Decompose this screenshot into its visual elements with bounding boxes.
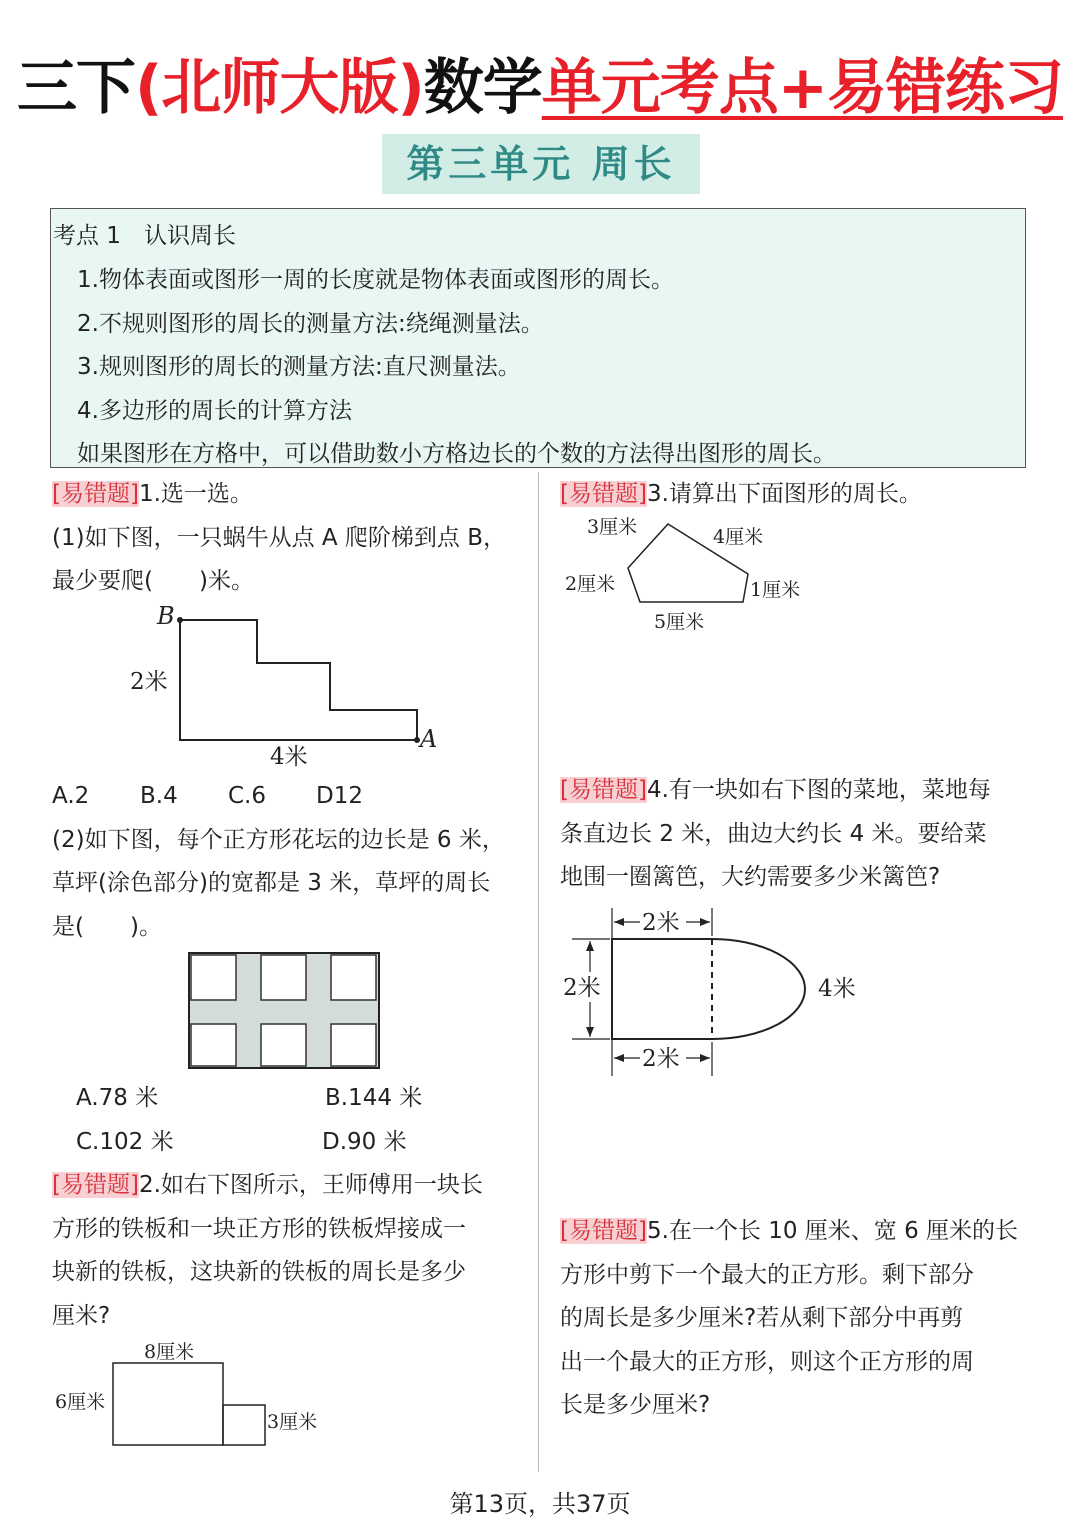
title-subject: 数学 bbox=[423, 53, 542, 123]
q1-part2-line2: 草坪(涂色部分)的宽都是 3 米，草坪的周长 bbox=[52, 870, 491, 896]
arrow-head bbox=[700, 1054, 710, 1062]
unit-badge: 第三单元 周长 bbox=[382, 134, 700, 194]
knowledge-line: 4.多边形的周长的计算方法 bbox=[77, 398, 352, 424]
knowledge-box bbox=[50, 208, 1026, 468]
q1-p2-option-c: C.102 米 bbox=[76, 1129, 174, 1155]
arrow-head bbox=[614, 1054, 624, 1062]
title-grade: 三下 bbox=[16, 53, 135, 123]
flowerbed bbox=[331, 955, 376, 1000]
label-8cm: 8厘米 bbox=[144, 1341, 195, 1363]
q4-line1-text: 4.有一块如右下图的菜地，菜地每 bbox=[646, 777, 991, 803]
label-2cm: 2厘米 bbox=[565, 573, 616, 595]
q1-part2-line1: (2)如下图，每个正方形花坛的边长是 6 米， bbox=[52, 827, 505, 853]
flowerbed bbox=[191, 955, 236, 1000]
label-b: B bbox=[157, 602, 175, 630]
q2-line2: 方形的铁板和一块正方形的铁板焊接成一 bbox=[52, 1216, 466, 1242]
label-6cm: 6厘米 bbox=[55, 1391, 106, 1413]
q3-title bbox=[560, 478, 922, 510]
error-tag: [易错题] bbox=[560, 1218, 647, 1244]
arrow-head bbox=[700, 918, 710, 926]
q1-option-c: C.6 bbox=[228, 783, 267, 809]
q3-title-text: 3.请算出下面图形的周长。 bbox=[646, 481, 922, 507]
pentagon-figure bbox=[560, 508, 820, 636]
label-4cm: 4厘米 bbox=[713, 526, 764, 548]
label-1cm: 1厘米 bbox=[750, 579, 801, 601]
q1-option-b: B.4 bbox=[140, 783, 178, 809]
knowledge-heading: 考点 1 认识周长 bbox=[53, 223, 236, 249]
iron-plate-figure bbox=[52, 1338, 342, 1450]
label-height: 2米 bbox=[130, 669, 168, 695]
flowerbed-figure bbox=[188, 952, 382, 1070]
label-bottom-2m: 2米 bbox=[642, 1046, 680, 1072]
square-plate bbox=[223, 1405, 265, 1445]
label-a: A bbox=[420, 725, 438, 753]
q4-line3: 地围一圈篱笆，大约需要多少米篱笆? bbox=[560, 864, 941, 890]
q5-line5: 长是多少厘米? bbox=[560, 1392, 711, 1418]
staircase-figure bbox=[120, 596, 450, 774]
column-divider bbox=[538, 472, 539, 1472]
label-left-2m: 2米 bbox=[563, 975, 601, 1001]
q1-part1-line1: (1)如下图，一只蜗牛从点 A 爬阶梯到点 B， bbox=[52, 525, 507, 551]
q5-line3: 的周长是多少厘米?若从剩下部分中再剪 bbox=[560, 1305, 964, 1331]
arrow-head bbox=[614, 918, 624, 926]
q2-line1 bbox=[52, 1169, 483, 1201]
label-3cm: 3厘米 bbox=[267, 1411, 318, 1433]
error-tag: [易错题] bbox=[560, 481, 647, 507]
label-top-2m: 2米 bbox=[642, 910, 680, 936]
q5-line4: 出一个最大的正方形，则这个正方形的周 bbox=[560, 1349, 974, 1375]
label-5cm: 5厘米 bbox=[654, 611, 705, 633]
q4-line2: 条直边长 2 米，曲边大约长 4 米。要给菜 bbox=[560, 821, 987, 847]
staircase-outline bbox=[180, 620, 417, 740]
q1-option-d: D12 bbox=[316, 783, 363, 809]
knowledge-line: 1.物体表面或图形一周的长度就是物体表面或图形的周长。 bbox=[77, 267, 674, 293]
flowerbed bbox=[261, 1024, 306, 1066]
error-tag: [易错题] bbox=[52, 1172, 139, 1198]
error-tag: [易错题] bbox=[560, 777, 647, 803]
q1-p2-option-a: A.78 米 bbox=[76, 1085, 159, 1111]
q1-part2-line3: 是( )。 bbox=[52, 914, 162, 940]
label-curve-4m: 4米 bbox=[818, 976, 856, 1002]
q1-p2-option-b: B.144 米 bbox=[325, 1085, 423, 1111]
q5-line1-text: 5.在一个长 10 厘米、宽 6 厘米的长 bbox=[646, 1218, 1019, 1244]
q1-option-a: A.2 bbox=[52, 783, 90, 809]
plot-outline bbox=[612, 939, 805, 1039]
flowerbed bbox=[331, 1024, 376, 1066]
q2-line1-text: 2.如右下图所示，王师傅用一块长 bbox=[138, 1172, 483, 1198]
title-edition: (北师大版) bbox=[134, 53, 424, 123]
label-width: 4米 bbox=[270, 744, 308, 770]
q5-line2: 方形中剪下一个最大的正方形。剩下部分 bbox=[560, 1262, 974, 1288]
q2-line4: 厘米? bbox=[52, 1303, 111, 1329]
flowerbed bbox=[261, 955, 306, 1000]
arrow-head bbox=[586, 1027, 594, 1037]
q1-title-text: 1.选一选。 bbox=[138, 481, 253, 507]
vegetable-plot-figure bbox=[560, 900, 880, 1080]
page-number: 第13页，共37页 bbox=[449, 1490, 631, 1518]
title-topic: 单元考点+易错练习 bbox=[541, 53, 1064, 123]
rectangle-plate bbox=[113, 1363, 223, 1445]
error-tag: [易错题] bbox=[52, 481, 139, 507]
knowledge-line: 如果图形在方格中，可以借助数小方格边长的个数的方法得出图形的周长。 bbox=[77, 441, 836, 467]
q1-part1-line2: 最少要爬( )米。 bbox=[52, 568, 254, 594]
q1-title bbox=[52, 478, 253, 510]
q4-line1 bbox=[560, 774, 991, 806]
q1-p2-option-d: D.90 米 bbox=[322, 1129, 407, 1155]
arrow-head bbox=[586, 941, 594, 951]
q2-line3: 块新的铁板，这块新的铁板的周长是多少 bbox=[52, 1259, 466, 1285]
q5-line1 bbox=[560, 1215, 1018, 1247]
label-3cm: 3厘米 bbox=[587, 516, 638, 538]
knowledge-line: 2.不规则图形的周长的测量方法:绕绳测量法。 bbox=[77, 311, 544, 337]
flowerbed bbox=[191, 1024, 236, 1066]
knowledge-line: 3.规则图形的周长的测量方法:直尺测量法。 bbox=[77, 354, 521, 380]
point-b bbox=[177, 617, 183, 623]
page-title bbox=[0, 52, 1080, 124]
